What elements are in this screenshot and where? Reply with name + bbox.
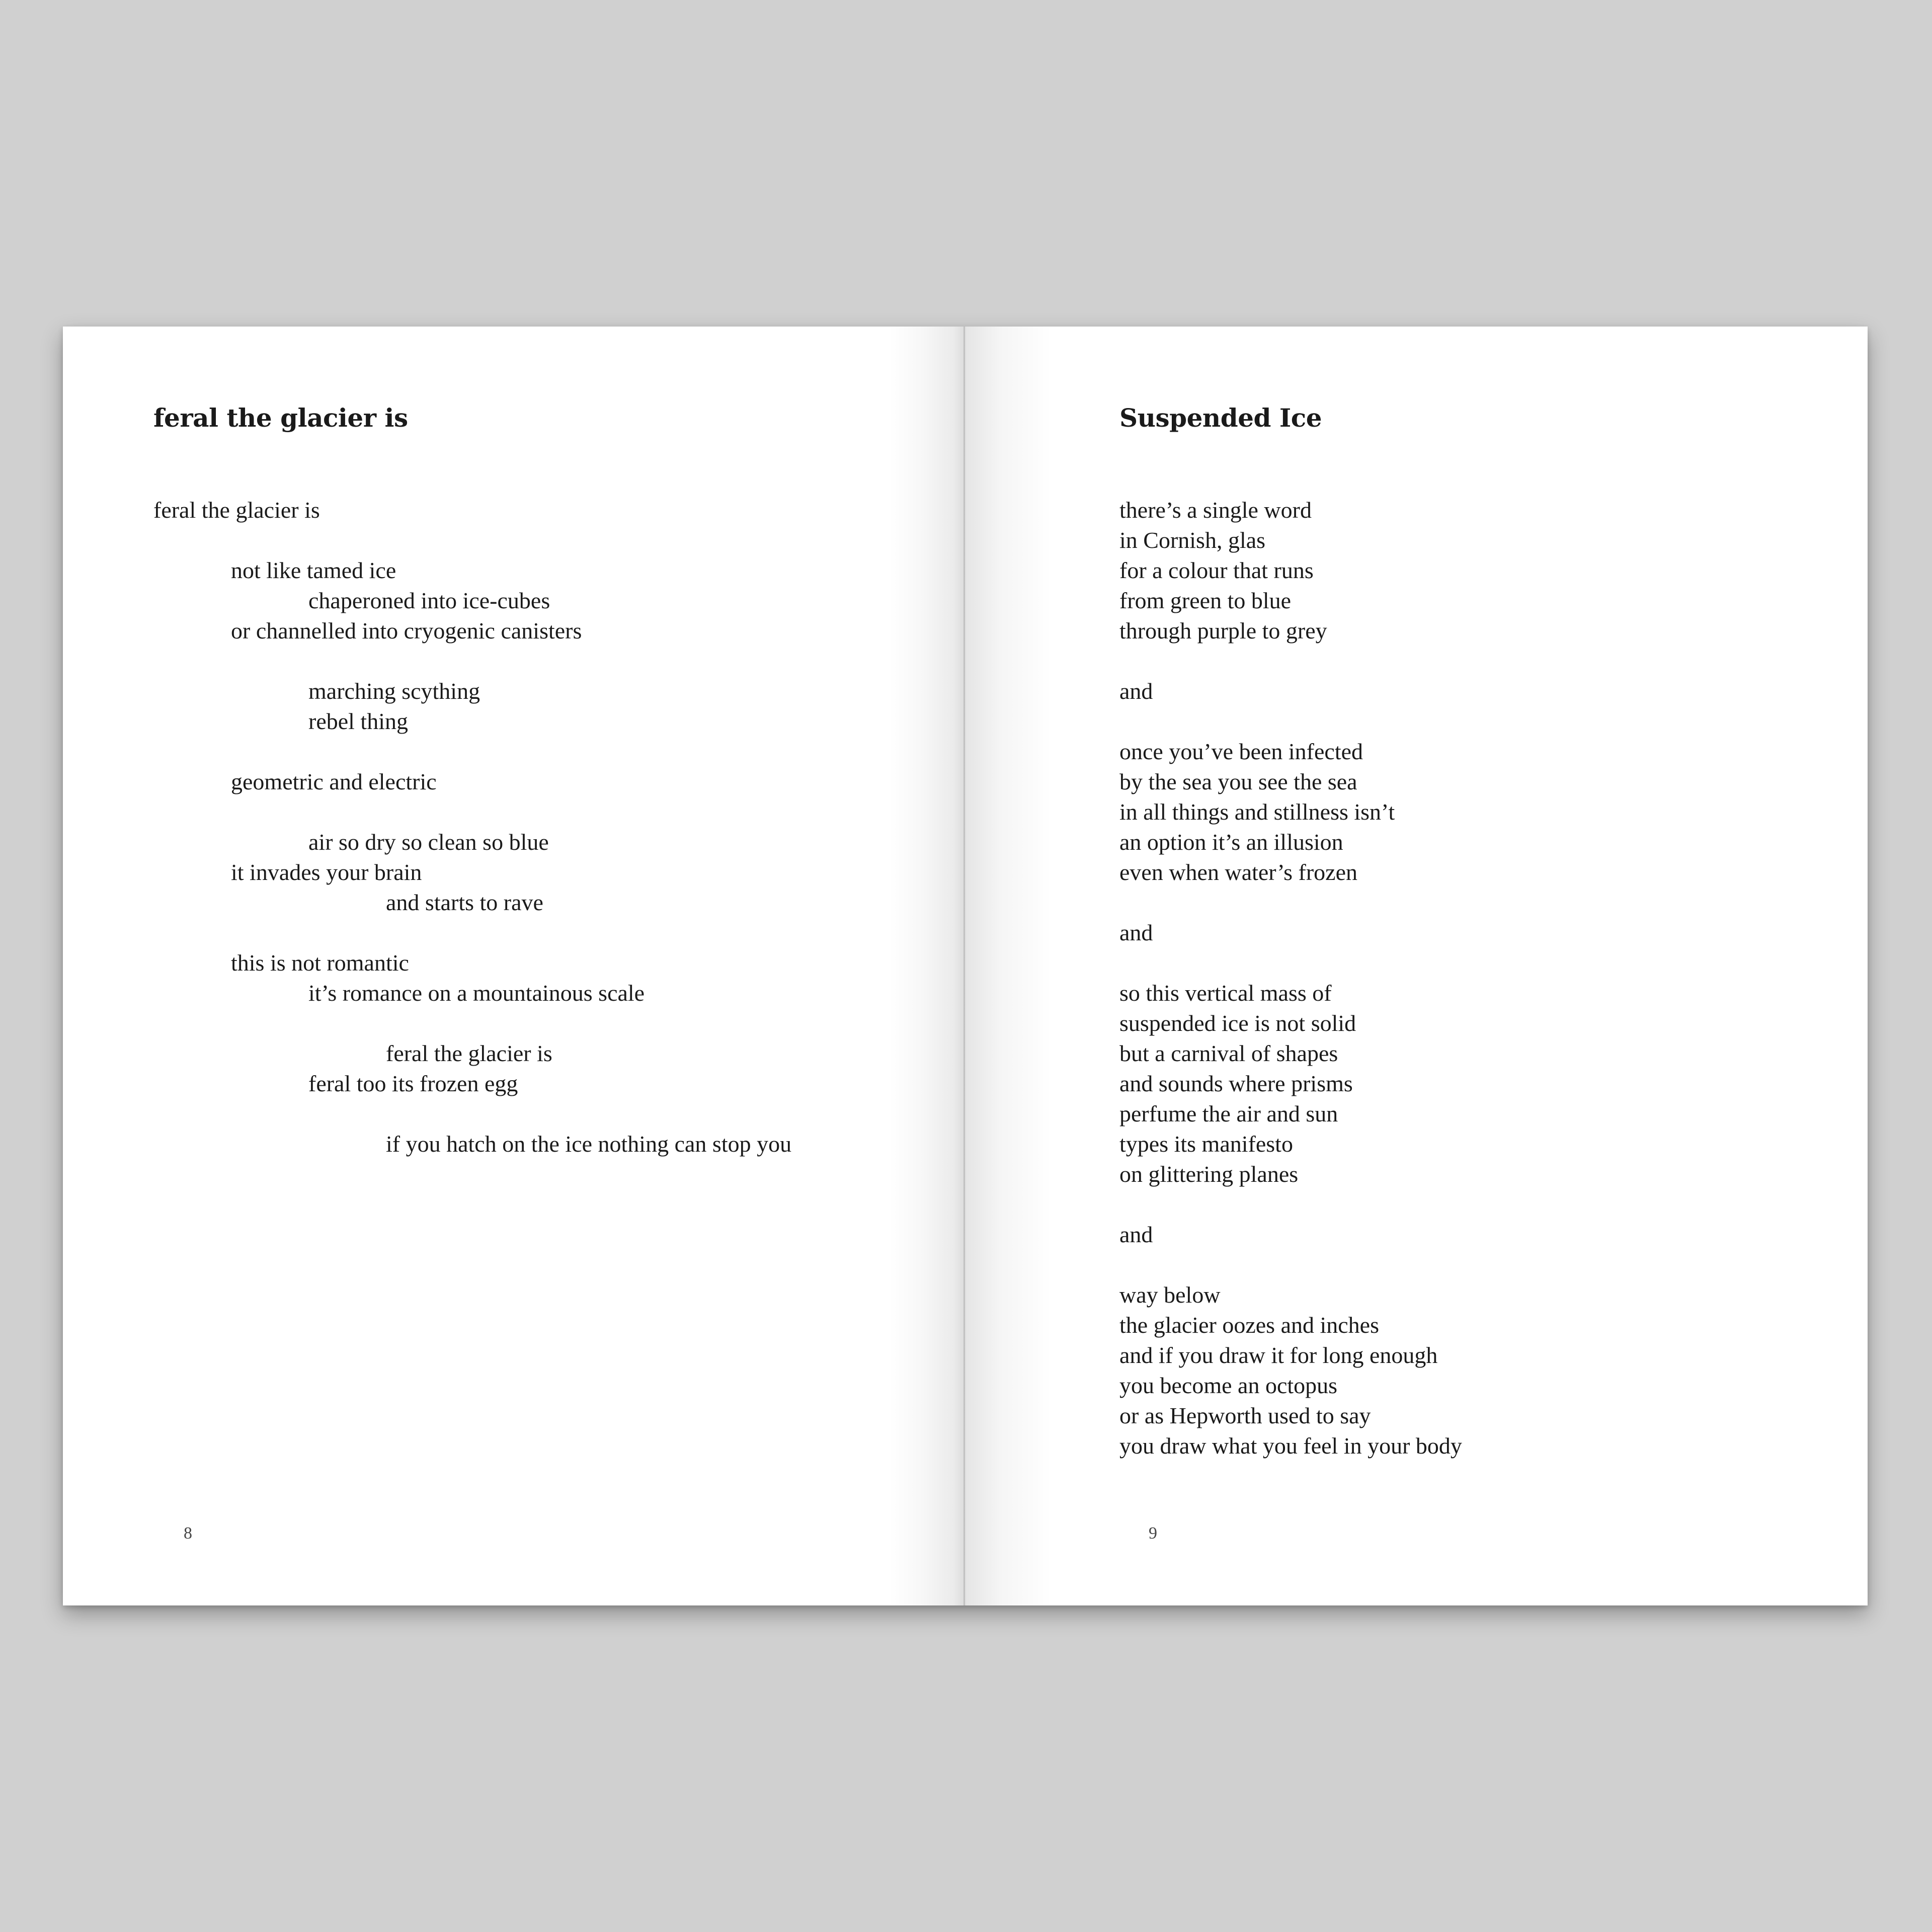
poem-body <box>153 495 791 1159</box>
poem-line: and <box>1119 920 1153 945</box>
stanza-break <box>153 797 791 827</box>
stanza-break <box>153 918 791 948</box>
poem-line: types its manifesto <box>1119 1131 1293 1157</box>
poem-line: the glacier oozes and inches <box>1119 1312 1379 1338</box>
poem-title: Suspended Ice <box>1119 403 1322 433</box>
poem-line: suspended ice is not solid <box>1119 1010 1356 1036</box>
poem-line: feral the glacier is <box>153 497 320 523</box>
poem-line: not like tamed ice <box>231 557 396 583</box>
stanza-break <box>153 646 791 676</box>
poem-line: if you hatch on the ice nothing can stop you <box>386 1131 792 1157</box>
poem-line: an option it’s an illusion <box>1119 829 1343 855</box>
poem-line: so this vertical mass of <box>1119 980 1332 1006</box>
poem-line: you become an octopus <box>1119 1373 1338 1398</box>
poem-line: and sounds where prisms <box>1119 1071 1353 1096</box>
poem-line: it’s romance on a mountainous scale <box>308 980 645 1006</box>
left-page <box>63 327 965 1605</box>
poem-line: but a carnival of shapes <box>1119 1040 1338 1066</box>
poem-line: way below <box>1119 1282 1221 1308</box>
poem-line: and starts to rave <box>386 890 543 915</box>
stanza-break <box>153 1008 791 1038</box>
stanza-break <box>1119 706 1462 737</box>
poem-line: on glittering planes <box>1119 1161 1299 1187</box>
poem-line: or as Hepworth used to say <box>1119 1403 1371 1428</box>
book-spread <box>63 327 1868 1605</box>
poem-line: it invades your brain <box>231 859 422 885</box>
poem-line: for a colour that runs <box>1119 557 1314 583</box>
right-page <box>965 327 1868 1605</box>
poem-line: feral the glacier is <box>386 1040 552 1066</box>
poem-line: in Cornish, glas <box>1119 527 1266 553</box>
poem-line: even when water’s frozen <box>1119 859 1357 885</box>
poem-line: and <box>1119 678 1153 704</box>
poem-line: once you’ve been infected <box>1119 739 1363 764</box>
poem-line: rebel thing <box>308 708 408 734</box>
poem-body <box>1119 495 1462 1461</box>
page-number: 9 <box>1149 1524 1157 1543</box>
poem-title: feral the glacier is <box>153 403 408 433</box>
stanza-break <box>153 525 791 555</box>
poem-line: in all things and stillness isn’t <box>1119 799 1395 825</box>
poem-line: through purple to grey <box>1119 618 1327 643</box>
poem-line: perfume the air and sun <box>1119 1101 1338 1126</box>
poem-line: air so dry so clean so blue <box>308 829 549 855</box>
stanza-break <box>153 737 791 767</box>
poem-line: or channelled into cryogenic canisters <box>231 618 582 643</box>
poem-line: there’s a single word <box>1119 497 1312 523</box>
poem-line: from green to blue <box>1119 588 1292 613</box>
poem-line: marching scything <box>308 678 480 704</box>
poem-line: you draw what you feel in your body <box>1119 1433 1462 1459</box>
stanza-break <box>1119 646 1462 676</box>
poem-line: chaperoned into ice-cubes <box>308 588 550 613</box>
stanza-break <box>1119 948 1462 978</box>
stanza-break <box>1119 1189 1462 1220</box>
poem-line: by the sea you see the sea <box>1119 769 1357 794</box>
poem-line: and if you draw it for long enough <box>1119 1342 1438 1368</box>
poem-line: geometric and electric <box>231 769 437 794</box>
poem-line: and <box>1119 1222 1153 1247</box>
stanza-break <box>1119 1250 1462 1280</box>
stanza-break <box>153 1099 791 1129</box>
poem-line: this is not romantic <box>231 950 409 976</box>
page-number: 8 <box>184 1524 192 1543</box>
stanza-break <box>1119 888 1462 918</box>
poem-line: feral too its frozen egg <box>308 1071 518 1096</box>
